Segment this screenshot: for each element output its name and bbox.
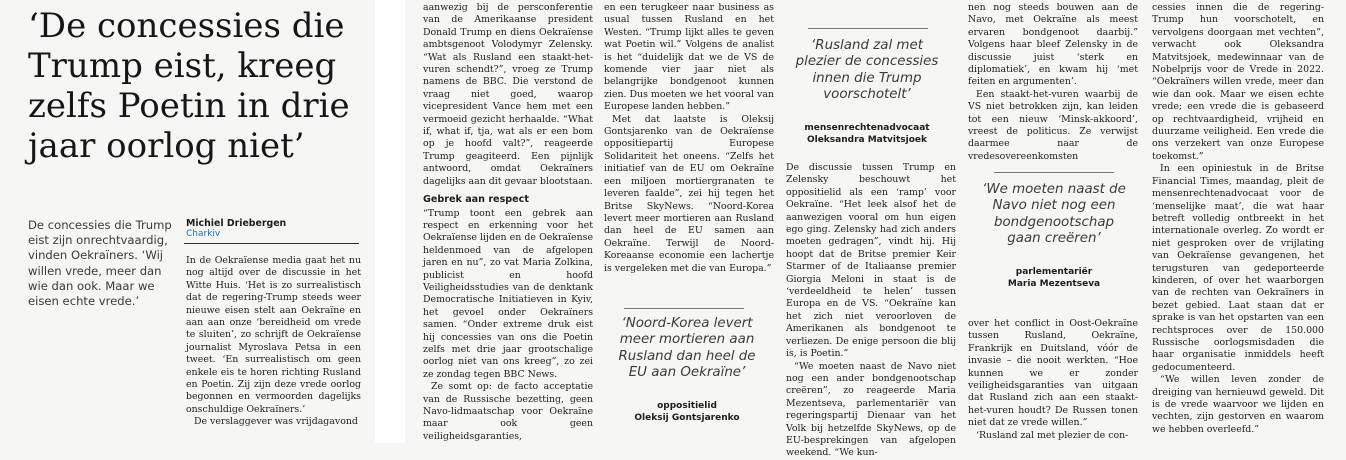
dateline-location: Charkiv [186, 229, 221, 239]
paragraph: In een opiniestuk in de Britse Financial Times, maandag, pleit de mensenrechtenadvocaat voor de ‘menselijke maat’, die wat haar betreft volledig ontbreekt in het internationale overleg. Zo wordt er niet gesproken over de vrijlating van Oekraïense gevangenen, het terugsturen van gedeporteerde kinderen, of over het waarborgen van de rechten van Oekraïners in bezet gebied. Laat staan dat er sprake is van het opstarten van een rechtsproces over de 150.000 Russische oorlogsmisdaden die haar organisatie inmiddels heeft gedocumenteerd. [1152, 163, 1324, 373]
column-5 [968, 2, 1138, 163]
paragraph: over het conflict in Oost-Oekraïne tussen Rusland, Oekraïne, Frankrijk en Duitsland, vóór de invasie – die nooit werkten. “Hoe kunnen we er zonder veiligheidsgaranties van uitgaan dat Rusland zich aan een staakt-het-vuren houdt? De Russen tonen niet dat ze vrede willen.” [968, 318, 1138, 429]
byline-divider [184, 243, 359, 244]
pull-quote-rule [808, 28, 928, 29]
quote-role: mensenrechtenadvocaat [804, 123, 930, 133]
paragraph: Met dat laatste is Oleksij Gontsjarenko van de Oekraïense oppositiepartij Europese Solidariteit het oneens. “Zelfs het initiatief van de EU om Oekraïne een miljoen mortiergranaten te leveren faalde”, zei hij tegen het Britse SkyNews. “Noord-Korea levert meer mortieren aan Rusland dan heel de EU samen aan Oekraïne. Terwijl de Noord-Koreaanse economie een lachertje is vergeleken met die van Europa.” [604, 113, 774, 274]
pull-quote-rule [994, 172, 1114, 173]
column-5-continued [968, 318, 1138, 442]
paragraph: “Trump toont een gebrek aan respect en erkenning voor het Oekraïense lijden en de Oekraïense heldenmoed van de afgelopen jaren en nu”, zo vat Maria Zolkina, publicist en hoofd Veiligheidsstudies van de denktank Democratische Initiatieven in Kyiv, het gevoel onder Oekraïners samen. “Onder extreme druk eist hij concessies van ons die Poetin zelfs met drie jaar grootschalige oorlog niet van ons kreeg”, zo zei ze zondag tegen BBC News. [423, 207, 593, 380]
paragraph: “We willen leven zonder de dreiging van hernieuwd geweld. Dit is de vrede waarvoor we lijden en vechten, zijn gestorven en waarom we hebben overleefd.” [1152, 374, 1324, 435]
column-4 [786, 162, 956, 460]
paragraph: “We moeten naast de Navo niet nog een ander bondgenootschap creëren”, zo reageerde Maria Mezentseva, parlementariër van regeringspartij Dienaar van het Volk bij hetzelfde SkyNews, op de EU-besprekingen van afgelopen weekend. “We kun- [786, 360, 956, 459]
quote-name: Maria Mezentseva [1007, 279, 1101, 289]
quote-role: parlementariër [1015, 267, 1093, 277]
column-1 [186, 255, 361, 429]
paragraph: De discussie tussen Trump en Zelensky beschouwt het oppositielid als een ‘ramp’ voor Oekraïne. “Het leek alsof het de aanwezigen vooral om hun eigen ego ging. Zelensky had zich anders moeten gedragen”, vindt hij. Hij hoopt dat de Britse premier Keir Starmer of de Italiaanse premier Giorgia Meloni in staat is de ‘verdeeldheid te helen’ tussen Europa en de VS. “Oekraïne kan het zich niet veroorloven de Amerikanen als bondgenoot te verliezen. De enige persoon die blij is, is Poetin.” [786, 162, 956, 360]
pull-quote-attribution [612, 400, 762, 424]
pull-quote-attribution [976, 266, 1132, 290]
paragraph: De verslaggever was vrijdagavond [194, 416, 358, 428]
paragraph: Ze somt op: de facto acceptatie van de Russische bezetting, geen Navo-lidmaatschap voor Oekraïne maar ook geen veiligheidsgaranties, [423, 381, 593, 442]
pull-quote-text: ‘Rusland zal met plezier de concessies innen die Trump voorschotelt’ [795, 38, 939, 103]
byline [186, 218, 286, 239]
quote-name: Oleksandra Matvitsjoek [806, 135, 928, 145]
quote-role: oppositielid [657, 401, 717, 411]
paragraph: In de Oekraïense media gaat het nu nog altijd over de discussie in het Witte Huis. ‘Het is zo surrealistisch dat de regering-Trump steeds weer nieuwe eisen stelt aan Oekraïne en aan aan onze ‘bereidheid om vrede te sluiten’, zo schrijft de Oekraïense journalist Myroslava Petsa in een tweet. ‘En surrealistisch om geen enkele eis te horen richting Rusland en Poetin. Zij zijn deze vrede oorlog begonnen en vermoorden dagelijks onschuldige Oekraïners.’ [186, 255, 361, 415]
pull-quote-text: ‘Noord-Korea levert meer mortieren aan Rusland dan heel de EU aan Oekraïne’ [618, 316, 756, 381]
paragraph: ‘Rusland zal met plezier de con- [976, 429, 1129, 441]
column-3 [604, 2, 774, 275]
pull-quote-rule [624, 308, 744, 309]
headline: ‘De concessies die Trump eist, kreeg zelfs Poetin in drie jaar oorlog niet’ [28, 6, 350, 166]
pull-quote-text: ‘We moeten naast de Navo niet nog een bondgenootschap gaan creëren’ [982, 182, 1126, 247]
paragraph: en een terugkeer naar business as usual tussen Rusland en het Westen. “Trump lijkt alles te geven wat Poetin wil.” Volgens de analist is het “duidelijk dat we de VS de komende vier jaar niet als belangrijke bondgenoot kunnen zien. Dus moeten we het vooral van Europese landen hebben.” [604, 2, 774, 113]
paragraph: aanwezig bij de persconferentie van de Amerikaanse president Donald Trump en diens Oekraïense ambtsgenoot Volodymyr Zelensky. “Wat als Rusland een staakt-het-vuren schendt?”, vroeg ze Trump namens de BBC. Die verstond de vraag niet goed, waarop vicepresident Vance hem met een vermoeid gezicht herhaalde. “What if, what if, tja, wat als er een bom op je hoofd valt?”, reageerde Trump geagiteerd. Een pijnlijk antwoord, omdat Oekraïners dagelijks aan dit gevaar blootstaan. [423, 2, 593, 187]
author-name: Michiel Driebergen [186, 218, 287, 229]
paragraph: Een staakt-het-vuren waarbij de VS niet betrokken zijn, kan leiden tot een nieuw ‘Minsk-akkoord’, vreest de politicus. Ze verwijst daarmee naar de vredesovereenkomsten [968, 88, 1138, 162]
page-gutter [375, 0, 405, 443]
column-2 [423, 2, 593, 443]
column-6 [1152, 2, 1324, 436]
paragraph: nen nog steeds bouwen aan de Navo, met Oekraïne als meest ervaren bondgenoot daarbij.” Volgens haar bleef Zelensky in de discussie juist ‘sterk en diplomatiek’, en kwam hij ‘met feiten en argumenten’. [968, 2, 1138, 88]
intro-text: De concessies die Trump eist zijn onrechtvaardig, vinden Oekraïners. ‘Wij willen vrede, meer dan wie dan ook. Maar we eisen echte vrede.’ [28, 218, 172, 309]
paragraph: cessies innen die de regering-Trump hun voorschotelt, en vervolgens doorgaan met vechten”, verwacht ook Oleksandra Matvitsjoek, medewinnaar van de Nobelprijs voor de Vrede in 2022. “Oekraïners willen vrede, meer dan wie dan ook. Maar we eisen echte vrede; een vrede die is gebaseerd op rechtvaardigheid, vrijheid en duurzame veiligheid. Een vrede die ons verzekert van onze Europese toekomst.” [1152, 2, 1324, 162]
subheading: Gebrek aan respect [423, 194, 529, 206]
pull-quote-attribution [788, 122, 946, 146]
quote-name: Oleksij Gontsjarenko [634, 413, 740, 423]
